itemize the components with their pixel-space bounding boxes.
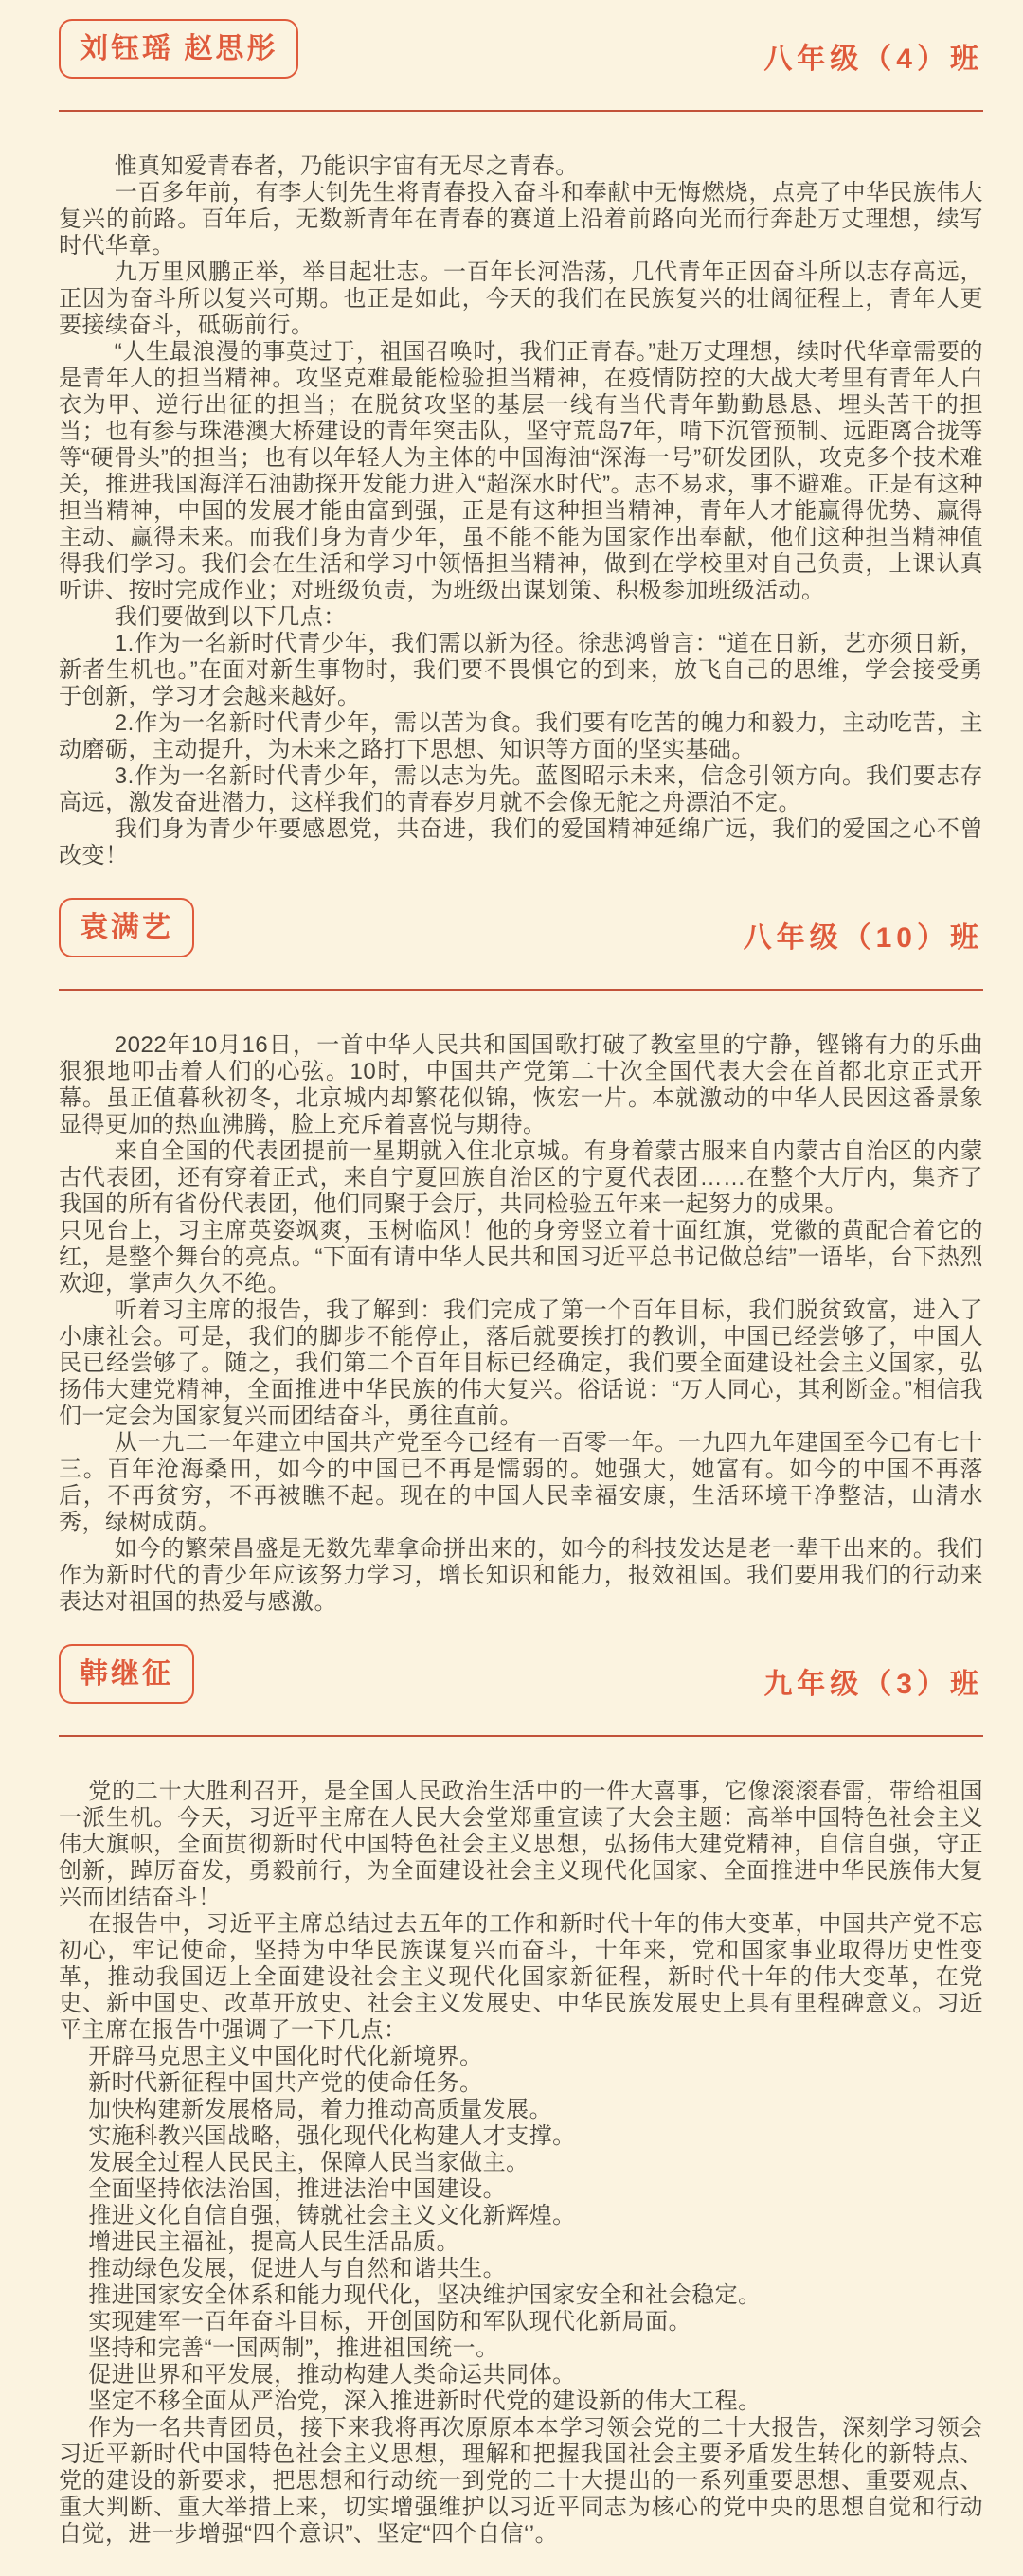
essay-paragraph: 坚持和完善“一国两制”，推进祖国统一。: [88, 2335, 499, 2361]
essay-paragraph: 听着习主席的报告，我了解到：我们完成了第一个百年目标，我们脱贫致富，进入了小康社会。可是，我们的脚步不能停止，落后就要挨打的教训，中国已经尝够了，中国人民已经尝够了。随之，我们第二个百年目标已经确定，我们要全面建设社会主义国家，弘扬伟大建党精神，全面推进中华民族的伟大复兴。俗话说：“万人同心，其利断金。”相信我们一定会为国家复兴而团结奋斗，勇往直前。: [59, 1297, 983, 1429]
essay-paragraph: 党的二十大胜利召开，是全国人民政治生活中的一件大喜事，它像滚滚春雷，带给祖国一派生机。今天，习近平主席在人民大会堂郑重宣读了大会主题：高举中国特色社会主义伟大旗帜，全面贯彻新时代中国特色社会主义思想，弘扬伟大建党精神，自信自强，守正创新，踔厉奋发，勇毅前行，为全面建设社会主义现代化国家、全面推进中华民族伟大复兴而团结奋斗！: [59, 1779, 983, 1910]
essay-paragraph: 从一九二一年建立中国共产党至今已经有一百零一年。一九四九年建国至今已有七十三。百年沧海桑田，如今的中国已不再是懦弱的。她强大，她富有。如今的中国不再落后，不再贫穷，不再被瞧不起。现在的中国人民幸福安康，生活环境干净整洁，山清水秀，绿树成荫。: [59, 1430, 983, 1535]
essay-section-1: [59, 19, 983, 869]
essay-paragraph: “人生最浪漫的事莫过于，祖国召唤时，我们正青春。”赴万丈理想，续时代华章需要的是青年人的担当精神。攻坚克难最能检验担当精神，在疫情防控的大战大考里有青年人白衣为甲、逆行出征的担当；在脱贫攻坚的基层一线有当代青年勤勤恳恳、埋头苦干的担当；也有参与珠港澳大桥建设的青年突击队，坚守荒岛7年，啃下沉管预制、远距离合拢等等“硬骨头”的担当；也有以年轻人为主体的中国海油“深海一号”研发团队，攻克多个技术难关，推进我国海洋石油勘探开发能力进入“超深水时代”。志不易求，事不避难。正是有这种担当精神，中国的发展才能由富到强，正是有这种担当精神，青年人才能赢得优势、赢得主动、赢得未来。而我们身为青少年，虽不能不能为国家作出奉献，他们这种担当精神值得我们学习。我们会在生活和学习中领悟担当精神，做到在学校里对自己负责，上课认真听讲、按时完成作业；对班级负责，为班级出谋划策、积极参加班级活动。: [59, 339, 983, 603]
essay-paragraph: 1.作为一名新时代青少年，我们需以新为径。徐悲鸿曾言：“道在日新，艺亦须日新，新者生机也。”在面对新生事物时，我们要不畏惧它的到来，放飞自己的思维，学会接受勇于创新，学习才会越来越好。: [59, 631, 983, 709]
essay-paragraph: 新时代新征程中国共产党的使命任务。: [88, 2070, 483, 2096]
essay-paragraph: 2022年10月16日，一首中华人民共和国国歌打破了教室里的宁静，铿锵有力的乐曲狠狠地叩击着人们的心弦。10时，中国共产党第二十次全国代表大会在首都北京正式开幕。虽正值暮秋初冬，北京城内却繁花似锦，恢宏一片。本就激动的中华人民因这番景象显得更加的热血沸腾，脸上充斥着喜悦与期待。: [59, 1032, 983, 1137]
author-names: 韩继征: [80, 1658, 173, 1690]
section-divider: [59, 1735, 983, 1737]
author-names: 袁满艺: [80, 912, 173, 943]
essay-paragraph: 在报告中，习近平主席总结过去五年的工作和新时代十年的伟大变革，中国共产党不忘初心，牢记使命，坚持为中华民族谋复兴而奋斗，十年来，党和国家事业取得历史性变革，推动我国迈上全面建设社会主义现代化国家新征程，新时代十年的伟大变革，在党史、新中国史、改革开放史、社会主义发展史、中华民族发展史上具有里程碑意义。习近平主席在报告中强调了一下几点：: [59, 1911, 983, 2043]
essay-paragraph: 实施科教兴国战略，强化现代化构建人才支撑。: [88, 2123, 576, 2149]
essay-paragraph: 推动绿色发展，促进人与自然和谐共生。: [88, 2256, 507, 2281]
essay-paragraph: 惟真知爱青春者，乃能识宇宙有无尽之青春。: [114, 153, 579, 179]
essay-paragraph: 全面坚持依法治国，推进法治中国建设。: [88, 2176, 507, 2202]
essay-paragraph: 加快构建新发展格局，着力推动高质量发展。: [88, 2097, 553, 2122]
essay-paragraph: 只见台上，习主席英姿飒爽，玉树临风！他的身旁竖立着十面红旗，党徽的黄配合着它的红，是整个舞台的亮点。“下面有请中华人民共和国习近平总书记做总结”一语毕，台下热烈欢迎，掌声久久不绝。: [59, 1218, 983, 1297]
section-divider: [59, 989, 983, 991]
class-label: 八年级（4）班: [763, 43, 983, 75]
essay-paragraph: 2.作为一名新时代青少年，需以苦为食。我们要有吃苦的魄力和毅力，主动吃苦，主动磨砺，主动提升，为未来之路打下思想、知识等方面的坚实基础。: [59, 710, 983, 762]
essay-paragraph: 推进国家安全体系和能力现代化，坚决维护国家安全和社会稳定。: [88, 2282, 762, 2308]
essay-header: [59, 1644, 983, 1704]
essay-body: [59, 153, 983, 869]
class-label: 八年级（10）班: [743, 921, 983, 954]
essay-paragraph: 一百多年前，有李大钊先生将青春投入奋斗和奉献中无悔燃烧，点亮了中华民族伟大复兴的前路。百年后，无数新青年在青春的赛道上沿着前路向光而行奔赴万丈理想，续写时代华章。: [59, 180, 983, 259]
class-label: 九年级（3）班: [763, 1668, 983, 1700]
essay-paragraph: 促进世界和平发展，推动构建人类命运共同体。: [88, 2362, 576, 2388]
essay-section-2: [59, 898, 983, 1616]
essay-paragraph: 如今的繁荣昌盛是无数先辈拿命拼出来的，如今的科技发达是老一辈干出来的。我们作为新时代的青少年应该努力学习，增长知识和能力，报效祖国。我们要用我们的行动来表达对祖国的热爱与感激。: [59, 1536, 983, 1615]
essay-header: [59, 19, 983, 79]
section-divider: [59, 110, 983, 112]
essay-paragraph: 实现建军一百年奋斗目标，开创国防和军队现代化新局面。: [88, 2309, 692, 2334]
essay-paragraph: 推进文化自信自强，铸就社会主义文化新辉煌。: [88, 2203, 576, 2228]
author-name-box: [59, 19, 298, 79]
essay-paragraph: 开辟马克思主义中国化时代化新境界。: [88, 2044, 483, 2069]
essay-section-3: [59, 1644, 983, 2548]
author-name-box: [59, 1644, 194, 1704]
essay-paragraph: 3.作为一名新时代青少年，需以志为先。蓝图昭示未来，信念引领方向。我们要志存高远，激发奋进潜力，这样我们的青春岁月就不会像无舵之舟漂泊不定。: [59, 763, 983, 815]
essay-paragraph: 九万里风鹏正举，举目起壮志。一百年长河浩荡，几代青年正因奋斗所以志存高远，正因为奋斗所以复兴可期。也正是如此，今天的我们在民族复兴的壮阔征程上，青年人更要接续奋斗，砥砺前行。: [59, 259, 983, 338]
essay-body: [59, 1779, 983, 2548]
essay-paragraph: 坚定不移全面从严治党，深入推进新时代党的建设新的伟大工程。: [88, 2388, 762, 2414]
essay-paragraph: 作为一名共青团员，接下来我将再次原原本本学习领会党的二十大报告，深刻学习领会习近平新时代中国特色社会主义思想，理解和把握我国社会主要矛盾发生转化的新特点、党的建设的新要求，把思想和行动统一到党的二十大提出的一系列重要思想、重要观点、重大判断、重大举措上来，切实增强维护以习近平同志为核心的党中央的思想自觉和行动自觉，进一步增强“四个意识”、坚定“四个自信‘’。: [59, 2415, 983, 2547]
essay-paragraph: 增进民主福祉，提高人民生活品质。: [88, 2229, 460, 2255]
author-name-box: [59, 898, 194, 957]
essay-body: [59, 1032, 983, 1616]
essay-paragraph: 我们要做到以下几点：: [114, 604, 347, 630]
essay-header: [59, 898, 983, 957]
essay-paragraph: 来自全国的代表团提前一星期就入住北京城。有身着蒙古服来自内蒙古自治区的内蒙古代表团，还有穿着正式，来自宁夏回族自治区的宁夏代表团……在整个大厅内，集齐了我国的所有省份代表团，他们同聚于会厅，共同检验五年来一起努力的成果。: [59, 1138, 983, 1217]
essay-paragraph: 发展全过程人民民主，保障人民当家做主。: [88, 2150, 529, 2175]
essay-paragraph: 我们身为青少年要感恩党，共奋进，我们的爱国精神延绵广远，我们的爱国之心不曾改变！: [59, 816, 983, 868]
author-names: 刘钰瑶 赵思彤: [80, 33, 278, 64]
